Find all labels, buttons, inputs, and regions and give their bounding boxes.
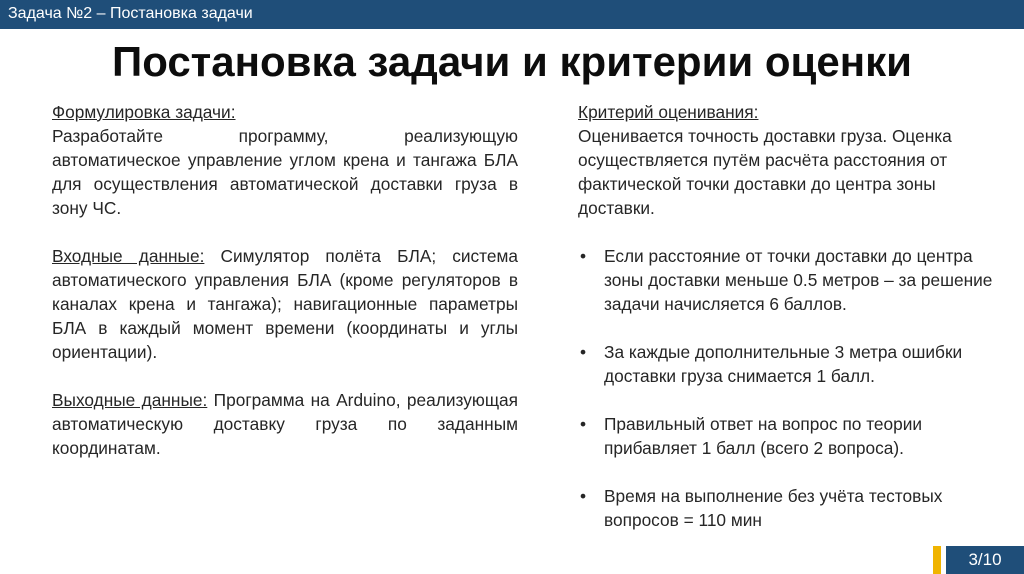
breadcrumb: Задача №2 – Постановка задачи <box>8 5 253 22</box>
input-text: Симулятор полёта БЛА; система автоматического управления БЛА (кроме регуляторов в каналах крена и тангажа); навигационные параметры БЛА в каждый момент времени (координаты и углы ориентации). <box>52 246 518 362</box>
list-item: • За каждые дополнительные 3 метра ошибки доставки груза снимается 1 балл. <box>578 340 1008 388</box>
page-indicator: 3/10 <box>946 546 1024 574</box>
output-text: Программа на Arduino, реализующая автоматическую доставку груза по заданным координатам. <box>52 390 519 458</box>
list-item: • Правильный ответ на вопрос по теории прибавляет 1 балл (всего 2 вопроса). <box>578 412 1008 460</box>
criteria-column <box>578 100 1008 532</box>
task-column <box>52 100 518 460</box>
output-paragraph <box>52 388 518 460</box>
list-item: • Если расстояние от точки доставки до центра зоны доставки меньше 0.5 метров – за решение задачи начисляется 6 баллов. <box>578 244 1008 316</box>
input-paragraph <box>52 244 518 364</box>
criteria-label: Критерий оценивания: <box>578 102 759 122</box>
formulation-text: автоматическое управление углом крена и тангажа БЛА для осуществления автоматической доставки груза в зону ЧС. <box>52 150 518 218</box>
input-label: Входные данные: <box>52 246 205 266</box>
formulation-line1: Разработайте программу, реализующую <box>52 126 518 146</box>
list-item: • Время на выполнение без учёта тестовых вопросов = 110 мин <box>578 484 1008 532</box>
output-label: Выходные данные: <box>52 390 208 410</box>
criteria-text: Оценивается точность доставки груза. Оценка осуществляется путём расчёта расстояния от фактической точки доставки до центра зоны доставки. <box>578 126 952 218</box>
footer-accent-bar <box>933 546 941 574</box>
slide-title: Постановка задачи и критерии оценки <box>112 38 912 85</box>
header-bar <box>0 0 1024 29</box>
formulation-label: Формулировка задачи: <box>52 102 236 122</box>
criteria-list <box>578 244 1008 532</box>
